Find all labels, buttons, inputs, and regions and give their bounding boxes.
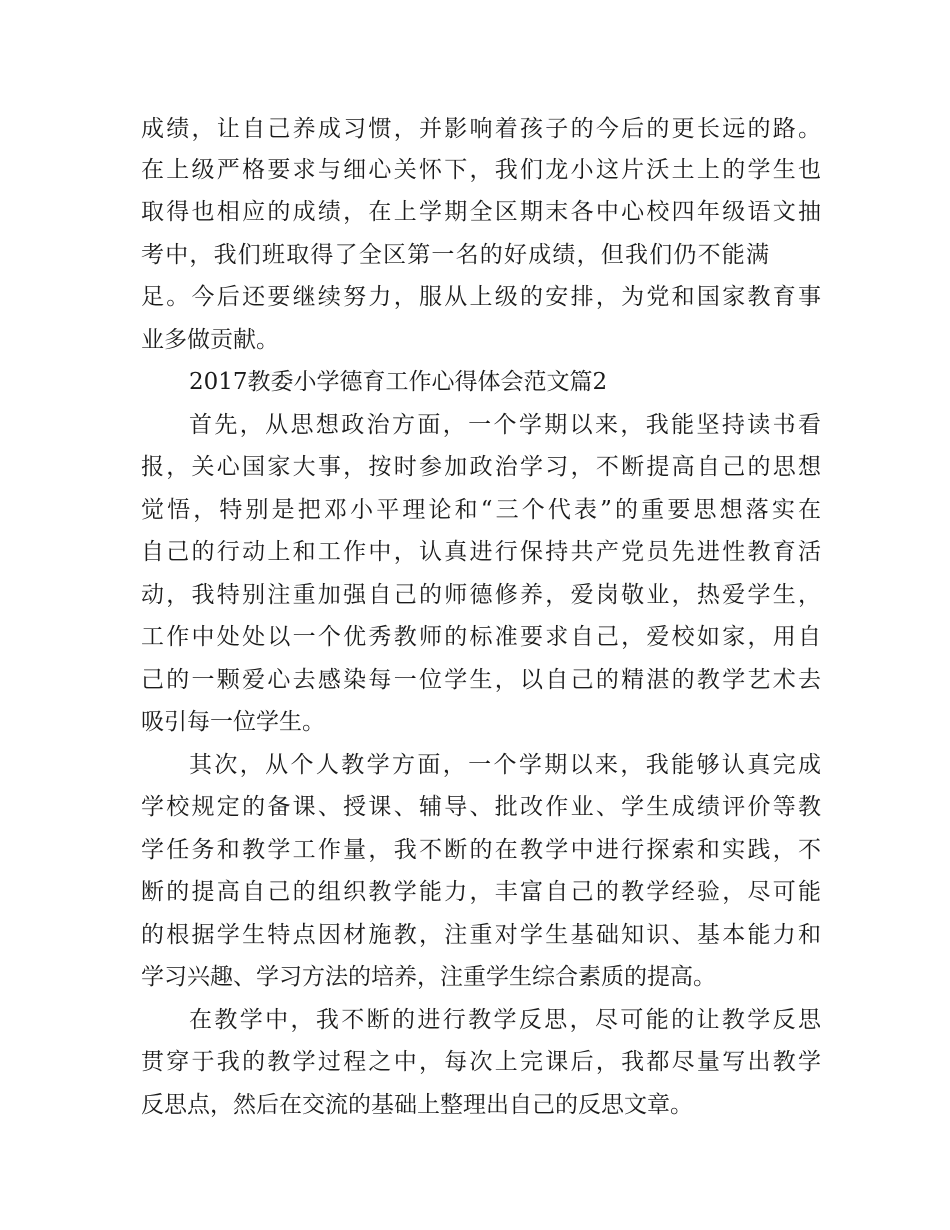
text-line: 在教学中，我不断的进行教学反思，尽可能的让教学反思 (189, 1007, 821, 1033)
text-line: 自己的行动上和工作中，认真进行保持共产党员先进性教育活 (141, 539, 821, 565)
text-line: 成绩，让自己养成习惯，并影响着孩子的今后的更长远的路。 (141, 116, 821, 142)
text-line: 在上级严格要求与细心关怀下，我们龙小这片沃土上的学生也 (141, 157, 821, 183)
section-heading: 2017教委小学德育工作心得体会范文篇2 (189, 369, 608, 395)
text-line: 考中，我们班取得了全区第一名的好成绩，但我们仍不能满 (141, 242, 771, 268)
text-line: 足。今后还要继续努力，服从上级的安排，为党和国家教育事 (141, 284, 821, 310)
text-line: 报，关心国家大事，按时参加政治学习，不断提高自己的思想 (141, 454, 821, 480)
text-line: 贯穿于我的教学过程之中，每次上完课后，我都尽量写出教学 (141, 1049, 821, 1075)
text-line: 断的提高自己的组织教学能力，丰富自己的教学经验，尽可能 (141, 879, 821, 905)
text-line: 其次，从个人教学方面，一个学期以来，我能够认真完成 (189, 752, 821, 778)
text-line: 工作中处处以一个优秀教师的标准要求自己，爱校如家，用自 (141, 624, 821, 650)
text-line: 的根据学生特点因材施教，注重对学生基础知识、基本能力和 (141, 922, 821, 948)
text-line: 学习兴趣、学习方法的培养，注重学生综合素质的提高。 (141, 964, 716, 990)
text-line: 首先，从思想政治方面，一个学期以来，我能坚持读书看 (189, 412, 821, 438)
text-line: 业多做贡献。 (141, 327, 279, 353)
text-line: 学任务和教学工作量，我不断的在教学中进行探索和实践，不 (141, 837, 821, 863)
text-line: 学校规定的备课、授课、辅导、批改作业、学生成绩评价等教 (141, 794, 821, 820)
text-line: 觉悟，特别是把邓小平理论和“三个代表”的重要思想落实在 (141, 497, 821, 523)
text-line: 动，我特别注重加强自己的师德修养，爱岗敬业，热爱学生， (141, 582, 821, 608)
text-line: 取得也相应的成绩，在上学期全区期末各中心校四年级语文抽 (141, 199, 821, 225)
text-line: 己的一颗爱心去感染每一位学生，以自己的精湛的教学艺术去 (141, 667, 821, 693)
text-line: 反思点，然后在交流的基础上整理出自己的反思文章。 (141, 1092, 693, 1118)
text-line: 吸引每一位学生。 (141, 709, 325, 735)
